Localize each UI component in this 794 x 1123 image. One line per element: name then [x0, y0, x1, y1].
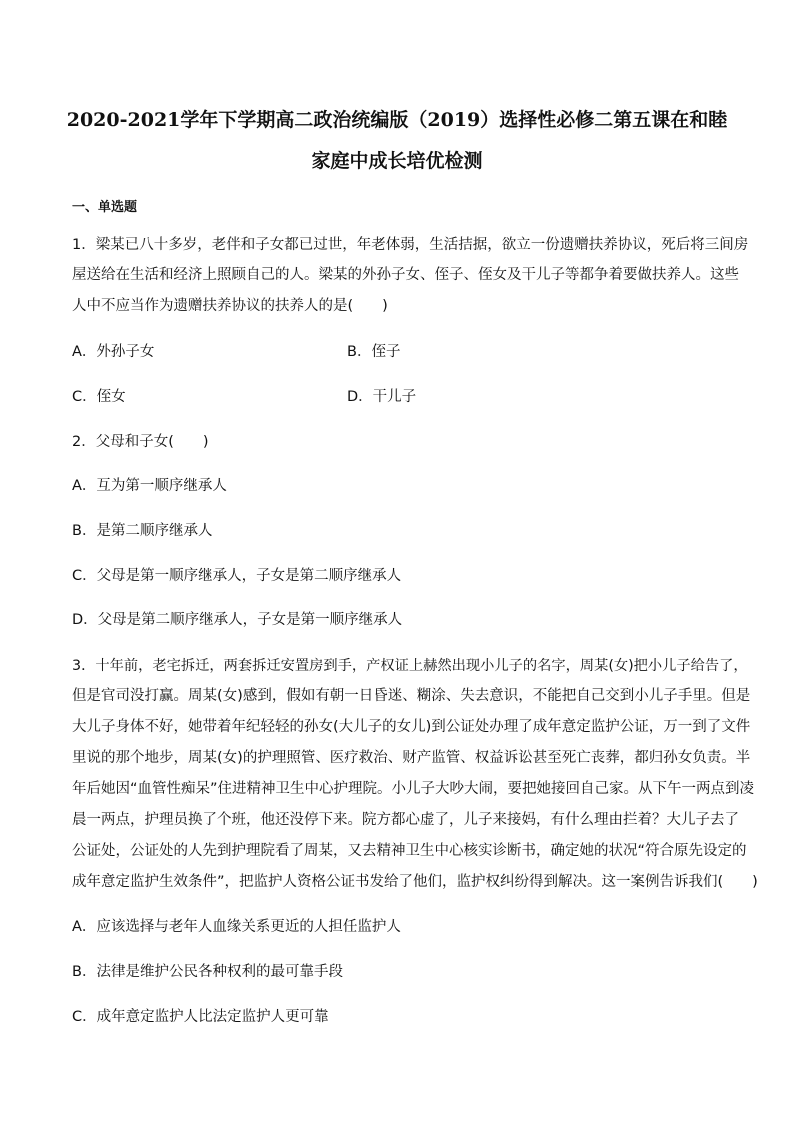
question-2-stem: 2．父母和子女( ): [72, 434, 209, 450]
question-1-option-b: B．侄子: [347, 344, 401, 360]
question-1-option-d: D．干儿子: [347, 389, 417, 405]
question-3-stem-line-7: 公证处，公证处的人先到护理院看了周某，又去精神卫生中心核实诊断书，确定她的状况“符合原先设定的: [72, 843, 747, 859]
question-1-stem-line-1: 1．梁某已八十多岁，老伴和子女都已过世，年老体弱，生活拮据，欲立一份遗赠扶养协议，死后将三间房: [72, 237, 749, 253]
question-1-stem-line-2: 屋送给在生活和经济上照顾自己的人。梁某的外孙子女、侄子、侄女及干儿子等都争着要做扶养人。这些: [72, 267, 739, 283]
question-3-stem-line-1: 3．十年前，老宅拆迁，两套拆迁安置房到手，产权证上赫然出现小儿子的名字，周某(女)把小儿子给告了，: [72, 658, 748, 674]
document-title-line-2: 家庭中成长培优检测: [311, 150, 483, 172]
question-3-stem-line-3: 大儿子身体不好，她带着年纪轻轻的孙女(大儿子的女儿)到公证处办理了成年意定监护公证，万一到了文件: [72, 719, 751, 735]
document-title-line-1: 2020-2021学年下学期高二政治统编版（2019）选择性必修二第五课在和睦: [66, 109, 728, 131]
question-3-stem-line-5: 年后她因“血管性痴呆”住进精神卫生中心护理院。小儿子大吵大闹，要把她接回自己家。从下午一两点到凌: [72, 781, 755, 797]
question-2-option-b: B．是第二顺序继承人: [72, 523, 213, 539]
question-3-stem-line-8: 成年意定监护生效条件”，把监护人资格公证书发给了他们，监护权纠纷得到解决。这一案例告诉我们( ): [72, 874, 758, 890]
question-1-stem-line-3: 人中不应当作为遗赠扶养协议的扶养人的是( ): [72, 298, 388, 314]
question-3-option-c: C．成年意定监护人比法定监护人更可靠: [72, 1009, 329, 1025]
question-3-stem-line-6: 晨一两点，护理员换了个班，他还没停下来。院方都心虚了，儿子来接妈，有什么理由拦着？大儿子去了: [72, 812, 739, 828]
section-heading: 一、单选题: [72, 200, 138, 215]
question-2-option-a: A．互为第一顺序继承人: [72, 478, 227, 494]
question-3-option-b: B．法律是维护公民各种权利的最可靠手段: [72, 964, 343, 980]
question-3-option-a: A．应该选择与老年人血缘关系更近的人担任监护人: [72, 919, 401, 935]
question-3-stem-line-2: 但是官司没打赢。周某(女)感到，假如有朝一日昏迷、糊涂、失去意识，不能把自己交到小儿子手里。但是: [72, 688, 751, 704]
question-2-option-c: C．父母是第一顺序继承人，子女是第二顺序继承人: [72, 568, 402, 584]
question-1-option-c: C．侄女: [72, 389, 126, 405]
question-1-option-a: A．外孙子女: [72, 344, 155, 360]
question-3-stem-line-4: 里说的那个地步，周某(女)的护理照管、医疗救治、财产监管、权益诉讼甚至死亡丧葬，都归孙女负责。半: [72, 750, 751, 766]
question-2-option-d: D．父母是第二顺序继承人，子女是第一顺序继承人: [72, 612, 403, 628]
